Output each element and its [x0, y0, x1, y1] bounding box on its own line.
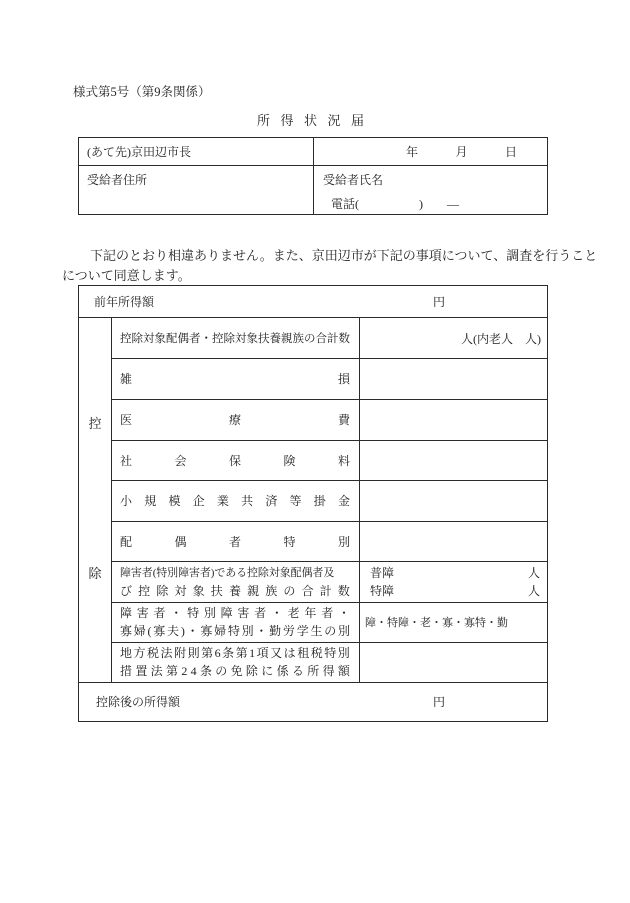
- medical-label: 医 療 費: [120, 413, 350, 427]
- social-insurance-value-cell: [360, 440, 547, 480]
- recipient-row: [79, 166, 547, 214]
- addressee-cell: (あて先)京田辺市長: [79, 138, 314, 165]
- month-label: 月: [455, 145, 468, 159]
- spouse-special-label: 配 偶 者 特 別: [120, 534, 350, 549]
- tax-law-value-cell: [360, 642, 547, 682]
- after-deduction-label: 控除後の所得額: [96, 695, 181, 709]
- small-business-row: [79, 480, 547, 521]
- prev-year-income-row: [79, 286, 547, 317]
- document-title: 所得状況届: [257, 113, 375, 128]
- category-options: 障・特障・老・寡・寡特・勤: [365, 617, 508, 629]
- disabled-dependents-value-cell: [360, 561, 547, 602]
- prev-year-income-label: 前年所得額: [94, 295, 155, 309]
- category-row: [79, 602, 547, 642]
- tax-law-row: [79, 642, 547, 682]
- recipient-name-cell: [314, 166, 547, 214]
- disabled-dependents-label-2: び 控 除 対 象 扶 養 親 族 の 合 計 数: [120, 583, 350, 598]
- small-business-value-cell: [360, 480, 547, 521]
- recipient-address-cell: 受給者住所: [79, 166, 314, 214]
- social-insurance-row: [79, 440, 547, 480]
- medical-value-cell: [360, 399, 547, 440]
- special-disability-label: 特障: [370, 583, 395, 598]
- consent-statement: [62, 246, 597, 285]
- casualty-loss-row: [79, 358, 547, 399]
- dependents-count: 人(内老人 人): [461, 331, 541, 346]
- social-insurance-label: 社 会 保 険 料: [120, 453, 350, 468]
- person-unit: 人: [527, 583, 540, 598]
- recipient-name-label: 受給者氏名: [323, 173, 384, 187]
- category-label-1: 障 害 者 ・ 特 別 障 害 者 ・ 老 年 者 ・: [120, 606, 350, 620]
- deduction-side-label-bottom: 除: [88, 566, 102, 581]
- date-cell: [314, 138, 547, 165]
- after-deduction-row: [79, 682, 547, 721]
- disabled-dependents-label-1: 障害者(特別障害者)である控除対象配偶者及: [120, 566, 335, 579]
- casualty-loss-value-cell: [360, 358, 547, 399]
- day-label: 日: [504, 145, 517, 159]
- category-value-cell: [360, 602, 547, 642]
- income-table: [78, 285, 548, 722]
- dependents-row: [79, 318, 547, 358]
- casualty-loss-label: 雑 損: [120, 372, 350, 386]
- year-label: 年: [406, 145, 419, 159]
- consent-line-1: 下記のとおり相違ありません。また、京田辺市が下記の事項について、調査を行うこと: [90, 248, 598, 263]
- medical-row: [79, 399, 547, 440]
- addressee-table: [78, 137, 548, 215]
- ordinary-disability-label: 普障: [370, 565, 395, 580]
- dependents-value-cell: [360, 318, 547, 358]
- person-unit: 人: [527, 565, 540, 580]
- form-number: 様式第5号（第9条関係）: [73, 85, 211, 99]
- small-business-label: 小 規 模 企 業 共 済 等 掛 金: [120, 494, 350, 508]
- consent-line-2: について同意します。: [62, 267, 191, 283]
- yen-unit: 円: [432, 295, 445, 309]
- tax-law-label-1: 地 方 税 法 附 則 第 6 条 第 1 項 又 は 租 税 特 別: [120, 646, 350, 660]
- disabled-dependents-row: [79, 561, 547, 602]
- tax-law-label-2: 措 置 法 第 2 4 条 の 免 除 に 係 る 所 得 額: [120, 664, 350, 678]
- spouse-special-row: [79, 521, 547, 561]
- yen-unit: 円: [432, 695, 445, 709]
- addressee-date-row: [79, 138, 547, 166]
- category-label-2: 寡 婦 ( 寡 夫 ) ・ 寡 婦 特 別 ・ 勤 労 学 生 の 別: [120, 624, 350, 638]
- dependents-label: 控 除 対 象 配 偶 者 ・ 控 除 対 象 扶 養 親 族 の 合 計 数: [120, 333, 350, 345]
- phone-field: 電話( ) ―: [331, 197, 459, 211]
- spouse-special-value-cell: [360, 521, 547, 561]
- deduction-side-label-top: 控: [88, 416, 102, 431]
